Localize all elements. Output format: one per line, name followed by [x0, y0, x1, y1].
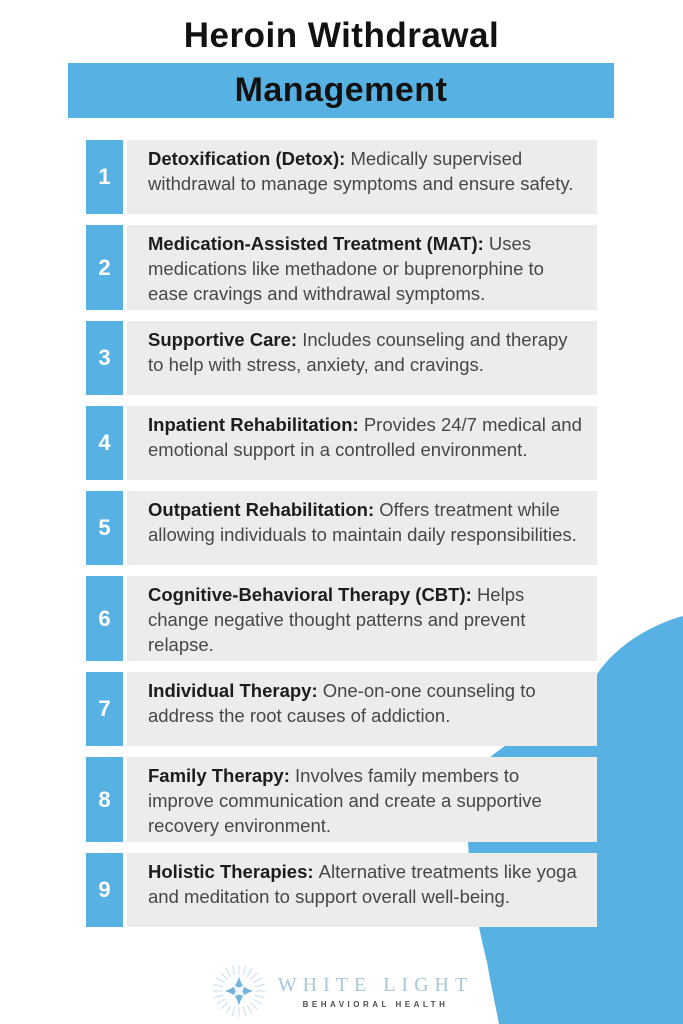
footer [0, 958, 683, 1024]
item-text [127, 576, 597, 661]
logo-name: WHITE LIGHT [277, 973, 474, 996]
item-number: 5 [86, 491, 123, 565]
item-number: 3 [86, 321, 123, 395]
item-title: Cognitive-Behavioral Therapy (CBT): [148, 584, 477, 605]
item-title: Medication-Assisted Treatment (MAT): [148, 233, 489, 254]
list-item [86, 225, 597, 310]
page-title: Heroin Withdrawal [183, 16, 500, 55]
item-title: Holistic Therapies: [148, 861, 319, 882]
item-text [127, 672, 597, 746]
item-title: Individual Therapy: [148, 680, 323, 701]
starburst-icon [210, 962, 268, 1020]
item-number: 9 [86, 853, 123, 927]
item-text [127, 225, 597, 310]
list-item [86, 576, 597, 661]
item-text [127, 757, 597, 842]
logo-subtitle: BEHAVIORAL HEALTH [302, 999, 449, 1009]
item-title: Detoxification (Detox): [148, 148, 351, 169]
item-title: Family Therapy: [148, 765, 296, 786]
list-item [86, 406, 597, 480]
item-text [127, 321, 597, 395]
title-banner [68, 63, 614, 118]
item-title: Inpatient Rehabilitation: [148, 414, 364, 435]
item-description: Provides 24/7 medical and emotional support in a controlled environment. [148, 414, 582, 460]
list-item [86, 672, 597, 746]
white-light-logo [210, 962, 473, 1020]
item-text [127, 853, 597, 927]
item-description: Medically supervised withdrawal to manage symptoms and ensure safety. [148, 148, 574, 194]
item-description: Includes counseling and therapy to help with stress, anxiety, and cravings. [148, 329, 568, 375]
item-description: One-on-one counseling to address the root causes of addiction. [148, 680, 536, 726]
item-description: Offers treatment while allowing individuals to maintain daily responsibilities. [148, 499, 577, 545]
item-number: 1 [86, 140, 123, 214]
item-description: Alternative treatments like yoga and meditation to support overall well-being. [148, 861, 577, 907]
list-item [86, 321, 597, 395]
item-number: 6 [86, 576, 123, 661]
logo-text-block [278, 974, 473, 1009]
item-title: Supportive Care: [148, 329, 303, 350]
item-description: Uses medications like methadone or buprenorphine to ease cravings and withdrawal symptoms. [148, 233, 544, 304]
management-list [86, 140, 597, 927]
item-number: 4 [86, 406, 123, 480]
list-item [86, 853, 597, 927]
item-description: Involves family members to improve communication and create a supportive recovery environment. [148, 765, 542, 836]
item-number: 2 [86, 225, 123, 310]
list-item [86, 757, 597, 842]
item-number: 7 [86, 672, 123, 746]
list-item [86, 140, 597, 214]
item-title: Outpatient Rehabilitation: [148, 499, 380, 520]
item-description: Helps change negative thought patterns and prevent relapse. [148, 584, 526, 655]
item-number: 8 [86, 757, 123, 842]
item-text [127, 140, 597, 214]
list-item [86, 491, 597, 565]
page-subtitle: Management [234, 71, 448, 109]
item-text [127, 406, 597, 480]
item-text [127, 491, 597, 565]
